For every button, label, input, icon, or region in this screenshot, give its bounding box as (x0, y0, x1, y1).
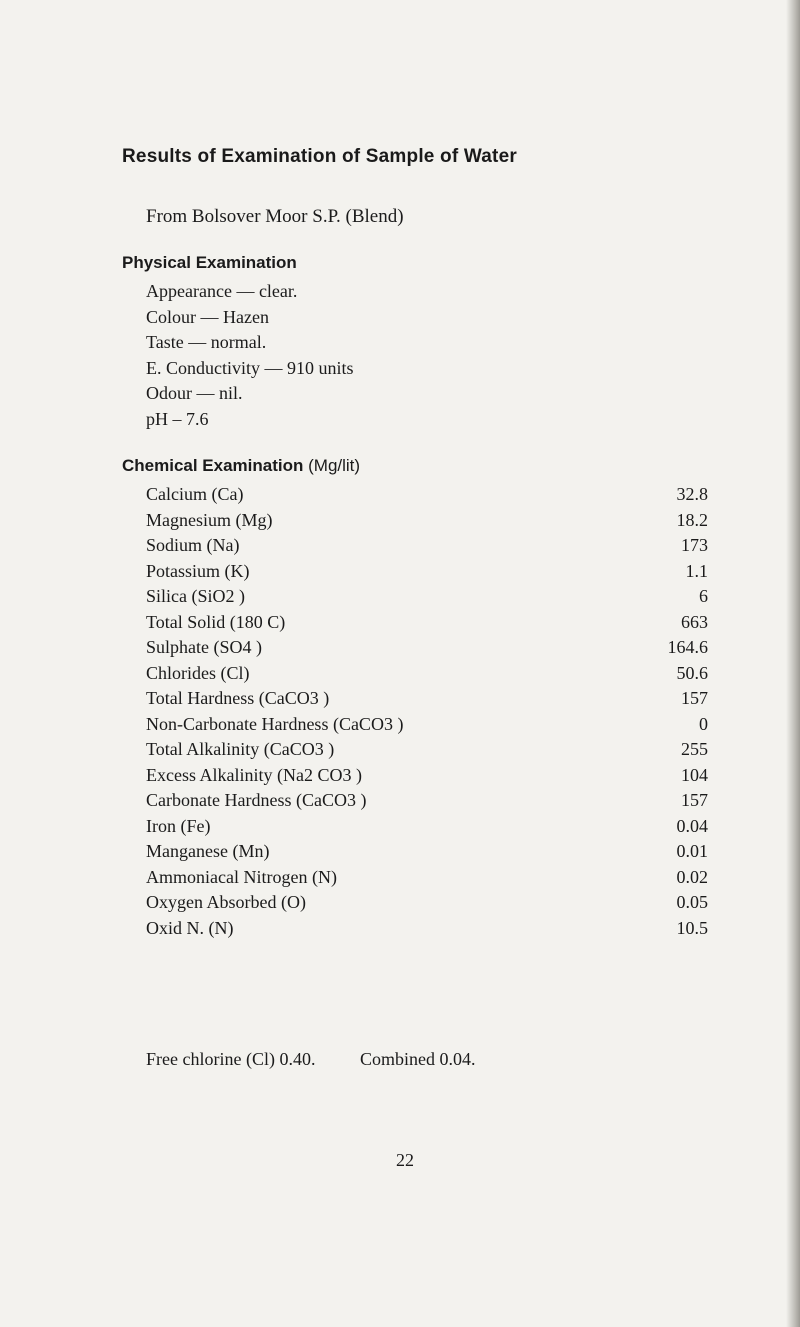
chemical-examination-heading (122, 456, 360, 476)
chemical-value: 164.6 (667, 637, 708, 657)
chemical-value: 104 (681, 764, 708, 785)
chemical-name: Potassium (K) (146, 560, 250, 581)
chemical-name: Oxid N. (N) (146, 917, 234, 938)
physical-examination-heading: Physical Examination (122, 253, 297, 272)
chemical-row (146, 482, 708, 508)
chemical-name: Total Hardness (CaCO3 ) (146, 688, 330, 708)
chemical-row (146, 508, 708, 534)
chemical-results-table (146, 482, 708, 941)
chemical-name: Iron (Fe) (146, 815, 211, 836)
physical-item-ph: pH – 7.6 (146, 408, 209, 429)
physical-item-taste: Taste — normal. (146, 332, 267, 353)
chemical-row (146, 839, 708, 865)
chemical-name: Manganese (Mn) (146, 841, 270, 861)
physical-item-appearance: Appearance — clear. (146, 281, 298, 301)
chemical-row (146, 661, 708, 687)
chemical-name: Total Solid (180 C) (146, 611, 286, 632)
chemical-name: Oxygen Absorbed (O) (146, 892, 306, 912)
chemical-value: 6 (699, 586, 708, 606)
chemical-value: 1.1 (685, 560, 708, 581)
chemical-row (146, 686, 708, 712)
chemical-row (146, 712, 708, 738)
chemical-row (146, 763, 708, 789)
chemical-name: Total Alkalinity (CaCO3 ) (146, 739, 335, 759)
combined-chlorine-text: Combined 0.04. (359, 1049, 476, 1069)
chemical-value: 0 (699, 713, 708, 734)
chemical-row (146, 559, 708, 585)
chemical-value: 173 (681, 535, 708, 555)
chemical-name: Magnesium (Mg) (146, 509, 273, 530)
sample-source: From Bolsover Moor S.P. (Blend) (146, 206, 404, 227)
chemical-row (146, 635, 708, 661)
page-edge-shadow (786, 0, 800, 1327)
chemical-row (146, 916, 708, 942)
chemical-value: 663 (681, 611, 708, 632)
chemical-name: Excess Alkalinity (Na2 CO3 ) (146, 764, 362, 785)
chemical-value: 10.5 (676, 917, 708, 938)
free-chlorine-text: Free chlorine (Cl) 0.40. (146, 1049, 316, 1069)
chemical-value: 50.6 (676, 662, 708, 683)
chemical-results-body (146, 482, 708, 941)
chemical-row (146, 890, 708, 916)
chemical-row (146, 865, 708, 891)
chemical-row (146, 584, 708, 610)
chemical-name: Chlorides (Cl) (146, 662, 250, 683)
chemical-value: 32.8 (676, 484, 708, 504)
chemical-name: Carbonate Hardness (CaCO3 ) (146, 790, 367, 810)
chemical-value: 0.05 (676, 892, 708, 912)
chemical-name: Ammoniacal Nitrogen (N) (146, 866, 337, 887)
chemical-heading-unit: (Mg/lit) (308, 456, 361, 475)
chemical-row (146, 814, 708, 840)
chemical-row (146, 788, 708, 814)
chemical-row (146, 533, 708, 559)
chemical-value: 0.04 (676, 815, 708, 836)
page-number: 22 (396, 1150, 414, 1170)
chemical-value: 255 (681, 739, 708, 759)
chemical-name: Calcium (Ca) (146, 484, 244, 504)
physical-item-odour: Odour — nil. (146, 383, 243, 404)
chemical-value: 0.02 (676, 866, 708, 887)
page-title: Results of Examination of Sample of Water (122, 146, 517, 167)
chemical-name: Sulphate (SO4 ) (146, 637, 262, 657)
chemical-value: 157 (681, 790, 708, 810)
chemical-name: Silica (SiO2 ) (146, 586, 245, 606)
chemical-name: Non-Carbonate Hardness (CaCO3 ) (146, 713, 404, 734)
physical-examination-list (146, 279, 354, 433)
chemical-row (146, 610, 708, 636)
chemical-row (146, 737, 708, 763)
chemical-value: 18.2 (676, 509, 708, 530)
chemical-value: 157 (681, 688, 708, 708)
chemical-name: Sodium (Na) (146, 535, 240, 555)
chemical-heading-text: Chemical Examination (122, 456, 304, 475)
free-chlorine-line (146, 1049, 475, 1070)
physical-item-conductivity: E. Conductivity — 910 units (146, 357, 354, 378)
chemical-value: 0.01 (676, 841, 708, 861)
physical-item-colour: Colour — Hazen (146, 306, 269, 327)
